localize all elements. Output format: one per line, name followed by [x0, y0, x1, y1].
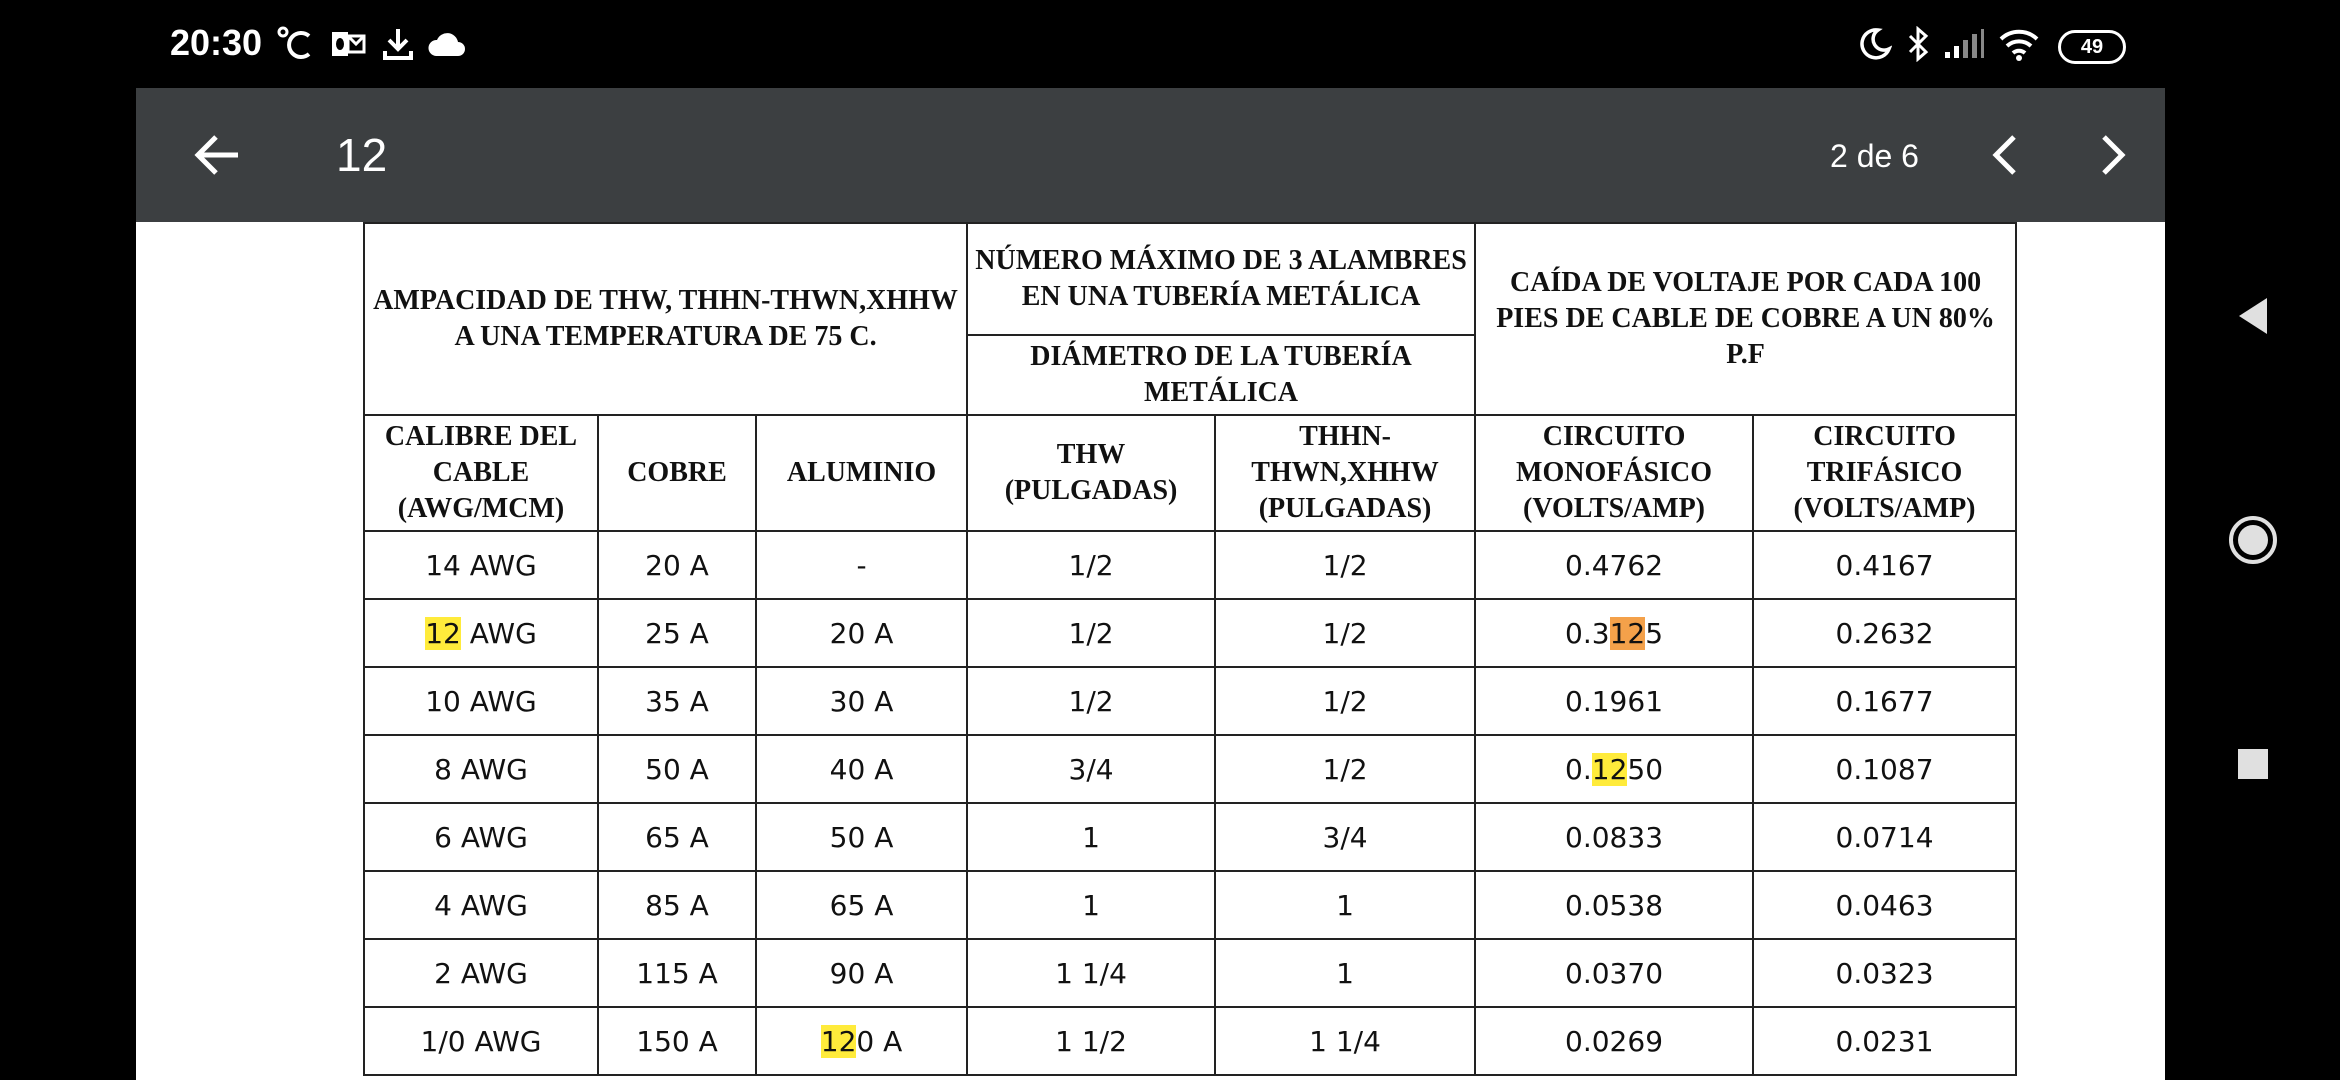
table-cell: 90 A — [756, 939, 967, 1007]
table-cell: 0.0370 — [1475, 939, 1753, 1007]
table-row — [364, 871, 2016, 939]
table-cell: 0.1087 — [1753, 735, 2016, 803]
column-header: THW (PULGADAS) — [967, 415, 1215, 531]
table-cell: 40 A — [756, 735, 967, 803]
table-cell: 120 A — [756, 1007, 967, 1075]
column-header: COBRE — [598, 415, 756, 531]
header-ampacity: AMPACIDAD DE THW, THHN-THWN,XHHW A UNA TEMPERATURA DE 75 C. — [364, 223, 967, 415]
match-count: 2 de 6 — [1830, 138, 1919, 174]
table-cell: 0.0538 — [1475, 871, 1753, 939]
table-cell: 1/2 — [967, 531, 1215, 599]
table-body — [364, 531, 2016, 1075]
moon-icon — [1855, 24, 1895, 64]
table-cell: 1/2 — [1215, 531, 1475, 599]
table-cell: 0.4167 — [1753, 531, 2016, 599]
table-cell: 0.3125 — [1475, 599, 1753, 667]
column-header: CIRCUITO MONOFÁSICO (VOLTS/AMP) — [1475, 415, 1753, 531]
back-button[interactable] — [188, 125, 248, 185]
signal-icon — [1942, 24, 1986, 64]
header-conduit-diameter: DIÁMETRO DE LA TUBERÍA METÁLICA — [967, 335, 1475, 415]
table-cell: 1 1/4 — [1215, 1007, 1475, 1075]
table-cell: 0.0463 — [1753, 871, 2016, 939]
cloud-icon — [424, 24, 468, 64]
table-cell: 1 1/4 — [967, 939, 1215, 1007]
navigation-bar — [2165, 0, 2340, 1080]
arrow-left-icon — [188, 125, 248, 185]
download-icon — [378, 24, 418, 64]
bluetooth-icon — [1903, 24, 1933, 64]
table-row — [364, 735, 2016, 803]
table-cell: 65 A — [598, 803, 756, 871]
table-cell: 20 A — [598, 531, 756, 599]
table-cell: 3/4 — [1215, 803, 1475, 871]
battery-icon — [2058, 30, 2126, 64]
celsius-icon — [275, 24, 315, 64]
table-cell: 25 A — [598, 599, 756, 667]
search-match: 12 — [1591, 752, 1628, 786]
search-query[interactable]: 12 — [336, 129, 388, 181]
table-cell: 35 A — [598, 667, 756, 735]
table-cell: 1 — [967, 871, 1215, 939]
table-cell: 12 AWG — [364, 599, 598, 667]
table-row — [364, 939, 2016, 1007]
status-time: 20:30 — [170, 22, 263, 63]
table-cell: 3/4 — [967, 735, 1215, 803]
recents-square-icon — [2233, 744, 2273, 784]
table-cell: 20 A — [756, 599, 967, 667]
column-header: ALUMINIO — [756, 415, 967, 531]
table-cell: 85 A — [598, 871, 756, 939]
table-cell: 30 A — [756, 667, 967, 735]
back-triangle-icon — [2233, 294, 2273, 338]
chevron-right-icon — [2082, 125, 2142, 185]
nav-recents-button[interactable] — [2223, 734, 2283, 794]
search-toolbar — [136, 88, 2165, 222]
table-cell: 8 AWG — [364, 735, 598, 803]
table-cell: 1/2 — [1215, 667, 1475, 735]
column-header: CIRCUITO TRIFÁSICO (VOLTS/AMP) — [1753, 415, 2016, 531]
table-row — [364, 531, 2016, 599]
table-cell: 1 1/2 — [967, 1007, 1215, 1075]
header-voltage-drop: CAÍDA DE VOLTAJE POR CADA 100 PIES DE CABLE DE COBRE A UN 80% P.F — [1475, 223, 2016, 415]
battery-level: 49 — [2080, 35, 2104, 58]
document-viewer — [136, 88, 2165, 1080]
table-cell: 0.0833 — [1475, 803, 1753, 871]
table-cell: 0.1961 — [1475, 667, 1753, 735]
table-row — [364, 1007, 2016, 1075]
table-cell: 1/0 AWG — [364, 1007, 598, 1075]
next-match-button[interactable] — [2082, 125, 2142, 185]
wifi-icon — [1996, 24, 2042, 64]
table-cell: 150 A — [598, 1007, 756, 1075]
table-cell: 50 A — [598, 735, 756, 803]
table-cell: 1 — [967, 803, 1215, 871]
table-cell: 0.4762 — [1475, 531, 1753, 599]
table-cell: 0.1250 — [1475, 735, 1753, 803]
table-cell: 10 AWG — [364, 667, 598, 735]
table-cell: 0.1677 — [1753, 667, 2016, 735]
chevron-left-icon — [1976, 125, 2036, 185]
document-page[interactable] — [180, 222, 2121, 1080]
nav-home-button[interactable] — [2223, 510, 2283, 570]
header-max-wires: NÚMERO MÁXIMO DE 3 ALAMBRES EN UNA TUBERÍA METÁLICA — [967, 223, 1475, 335]
table-cell: 115 A — [598, 939, 756, 1007]
table-cell: 0.2632 — [1753, 599, 2016, 667]
home-circle-icon — [2227, 514, 2279, 566]
table-cell: 1 — [1215, 871, 1475, 939]
table-cell: 4 AWG — [364, 871, 598, 939]
nav-back-button[interactable] — [2223, 286, 2283, 346]
table-row — [364, 667, 2016, 735]
table-cell: 0.0323 — [1753, 939, 2016, 1007]
table-cell: - — [756, 531, 967, 599]
table-cell: 1/2 — [967, 599, 1215, 667]
status-bar — [0, 0, 2165, 90]
table-row — [364, 803, 2016, 871]
table-cell: 1/2 — [1215, 599, 1475, 667]
table-cell: 0.0269 — [1475, 1007, 1753, 1075]
column-header: THHN-THWN,XHHW (PULGADAS) — [1215, 415, 1475, 531]
table-cell: 50 A — [756, 803, 967, 871]
ampacity-table — [363, 222, 2017, 1076]
table-cell: 65 A — [756, 871, 967, 939]
ampacity-table-container — [363, 222, 2015, 1076]
table-cell: 1 — [1215, 939, 1475, 1007]
previous-match-button[interactable] — [1976, 125, 2036, 185]
column-header: CALIBRE DEL CABLE (AWG/MCM) — [364, 415, 598, 531]
table-cell: 0.0714 — [1753, 803, 2016, 871]
table-cell: 14 AWG — [364, 531, 598, 599]
table-cell: 1/2 — [967, 667, 1215, 735]
table-cell: 6 AWG — [364, 803, 598, 871]
active-search-match: 12 — [1609, 616, 1646, 650]
table-cell: 1/2 — [1215, 735, 1475, 803]
table-cell: 0.0231 — [1753, 1007, 2016, 1075]
search-match: 12 — [425, 616, 461, 650]
search-match: 12 — [820, 1024, 857, 1058]
table-cell: 2 AWG — [364, 939, 598, 1007]
table-row — [364, 599, 2016, 667]
outlook-icon — [328, 24, 368, 64]
